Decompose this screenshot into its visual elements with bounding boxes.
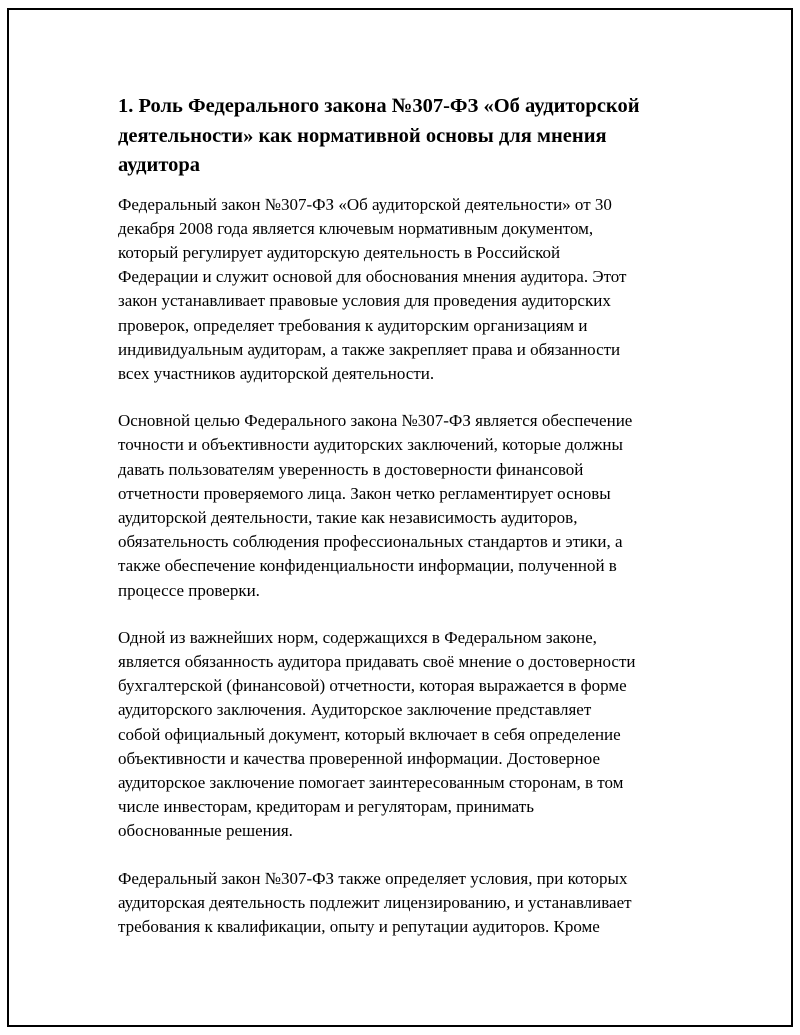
paragraph-law-purpose: [118, 409, 698, 603]
paragraph-line: числе инвесторам, кредиторам и регуляторам, принимать: [118, 797, 534, 817]
paragraph-line: собой официальный документ, который включает в себя определение: [118, 724, 621, 744]
paragraph-line: обязательность соблюдения профессиональных стандартов и этики, а: [118, 532, 623, 552]
section-heading: [118, 92, 698, 181]
paragraph-law-description: [118, 193, 698, 387]
heading-line: аудитора: [118, 154, 201, 176]
paragraph-line: процессе проверки.: [118, 580, 260, 600]
paragraph-line: требования к квалификации, опыту и репутации аудиторов. Кроме: [118, 916, 600, 936]
paragraph-line: бухгалтерской (финансовой) отчетности, которая выражается в форме: [118, 676, 627, 696]
paragraph-line: аудиторской деятельности, такие как независимость аудиторов,: [118, 507, 578, 527]
document-content: [118, 92, 698, 962]
paragraph-line: Федеральный закон №307-ФЗ также определяет условия, при которых: [118, 868, 628, 888]
paragraph-line: обоснованные решения.: [118, 821, 293, 841]
paragraph-line: аудиторского заключения. Аудиторское заключение представляет: [118, 700, 592, 720]
heading-line: деятельности» как нормативной основы для мнения: [118, 124, 607, 147]
paragraph-line: аудиторское заключение помогает заинтересованным сторонам, в том: [118, 772, 624, 792]
paragraph-line: Федерации и служит основой для обоснования мнения аудитора. Этот: [118, 267, 627, 287]
paragraph-line: закон устанавливает правовые условия для проведения аудиторских: [118, 291, 611, 311]
paragraph-line: декабря 2008 года является ключевым нормативным документом,: [118, 218, 594, 238]
paragraph-line: Основной целью Федерального закона №307-ФЗ является обеспечение: [118, 411, 633, 431]
paragraph-line: Федеральный закон №307-ФЗ «Об аудиторской деятельности» от 30: [118, 194, 612, 214]
paragraph-auditor-opinion: [118, 626, 698, 844]
heading-line: 1. Роль Федерального закона №307-ФЗ «Об аудиторской: [118, 95, 640, 117]
paragraph-line: объективности и качества проверенной информации. Достоверное: [118, 748, 600, 768]
paragraph-line: также обеспечение конфиденциальности информации, полученной в: [118, 556, 617, 576]
paragraph-line: является обязанность аудитора придавать своё мнение о достоверности: [118, 651, 636, 671]
paragraph-line: который регулирует аудиторскую деятельность в Российской: [118, 242, 561, 262]
paragraph-line: аудиторская деятельность подлежит лицензированию, и устанавливает: [118, 892, 632, 912]
paragraph-line: давать пользователям уверенность в достоверности финансовой: [118, 459, 584, 479]
paragraph-line: отчетности проверяемого лица. Закон четко регламентирует основы: [118, 483, 611, 503]
paragraph-line: индивидуальным аудиторам, а также закрепляет права и обязанности: [118, 339, 621, 359]
paragraph-line: точности и объективности аудиторских заключений, которые должны: [118, 435, 623, 455]
paragraph-line: Одной из важнейших норм, содержащихся в Федеральном законе,: [118, 627, 597, 647]
paragraph-line: всех участников аудиторской деятельности.: [118, 363, 435, 383]
paragraph-line: проверок, определяет требования к аудиторским организациям и: [118, 315, 588, 335]
paragraph-licensing: [118, 867, 698, 940]
